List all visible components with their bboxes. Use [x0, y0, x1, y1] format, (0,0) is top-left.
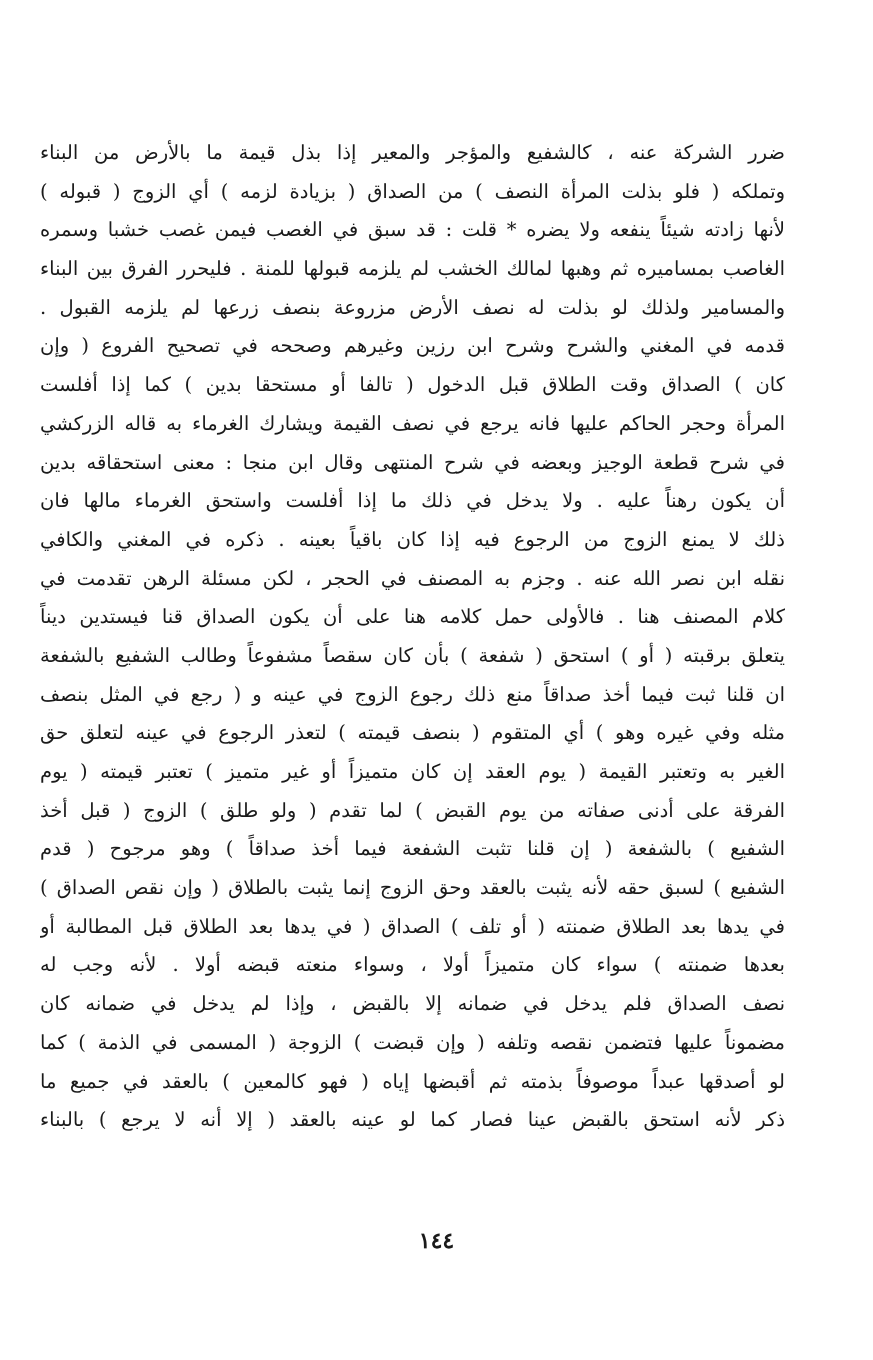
- text-line-9: في شرح قطعة الوجيز وبعضه في شرح المنتهى وقال ابن منجا : معنى استحقاقه بدين: [40, 450, 785, 474]
- text-line-24: مضموناً عليها فتضمن نقصه وتلفه ( وإن قبضت ) الزوجة ( المسمى في الذمة ) كما: [40, 1030, 785, 1054]
- text-line-2: وتملكه ( فلو بذلت المرأة النصف ) من الصداق ( بزيادة لزمه ) أي الزوج ( قبوله ): [40, 179, 785, 203]
- text-line-10: أن يكون رهناً عليه . ولا يدخل في ذلك ما إذا أفلست واستحق الغرماء مالها فان: [40, 489, 785, 513]
- page-text-body: [40, 134, 785, 1140]
- text-line-18: الفرقة على أدنى صفاته من يوم القبض ) لما تقدم ( ولو طلق ) الزوج ( قبل أخذ: [40, 798, 785, 822]
- text-line-20: الشفيع ) لسبق حقه لأنه يثبت بالعقد وحق الزوج إنما يثبت بالطلاق ( وإن نقص الصداق ): [40, 876, 785, 900]
- text-line-17: الغير به وتعتبر القيمة ( يوم العقد إن كان متميزاً أو غير متميز ) تعتبر قيمته ( يوم: [40, 760, 785, 783]
- text-line-13: كلام المصنف هنا . فالأولى حمل كلامه هنا على أن يكون الصداق قنا فيستدين ديناً: [40, 605, 785, 629]
- page-number: ١٤٤: [418, 1228, 455, 1254]
- text-line-12: نقله ابن نصر الله عنه . وجزم به المصنف في الحجر ، لكن مسئلة الرهن تقدمت في: [40, 566, 785, 590]
- text-line-6: قدمه في المغني والشرح وشرح ابن رزين وغيرهم وصححه في تصحيح الفروع ( وإن: [40, 334, 785, 358]
- text-line-14: يتعلق برقبته ( أو ) استحق ( شفعة ) بأن كان سقصاً مشفوعاً وطالب الشفيع بالشفعة: [40, 643, 785, 667]
- text-line-26: ذكر لأنه استحق بالقبض عينا فصار كما لو عينه بالعقد ( إلا أنه لا يرجع ) بالبناء: [40, 1108, 785, 1132]
- text-line-4: الغاصب بمساميره ثم وهبها لمالك الخشب لم يلزمه قبولها للمنة . فليحرر الفرق بين البناء: [40, 257, 785, 281]
- text-line-15: ان قلنا ثبت فيما أخذ صداقاً منع ذلك رجوع الزوج في عينه و ( رجع في المثل بنصف: [40, 682, 785, 706]
- text-line-1: ضرر الشركة عنه ، كالشفيع والمؤجر والمعير إذا بذل قيمة ما بالأرض من البناء: [40, 141, 785, 164]
- text-line-21: في يدها بعد الطلاق ضمنته ( أو تلف ) الصداق ( في يدها بعد الطلاق قبل المطالبة أو: [40, 914, 785, 938]
- text-line-3: لأنها زادته شيئاً ينفعه ولا يضره * قلت : قد سبق في الغصب فيمن غصب خشبا وسمره: [40, 218, 785, 242]
- text-line-16: مثله وفي غيره وهو ) أي المتقوم ( بنصف قيمته ) لتعذر الرجوع في عينه لتعلق حق: [40, 721, 785, 745]
- text-line-8: المرأة وحجر الحاكم عليها فانه يرجع في نصف القيمة ويشارك الغرماء به قاله الزركشي: [40, 411, 785, 435]
- text-line-19: الشفيع ) بالشفعة ( إن قلنا تثبت الشفعة فيما أخذ صداقاً ) وهو مرجوح ( قدم: [40, 837, 785, 861]
- text-line-22: بعدها ضمنته ) سواء كان متميزاً أولا ، وسواء منعته قبضه أولا . لأنه وجب له: [40, 953, 785, 977]
- text-line-5: والمسامير ولذلك لو بذلت له نصف الأرض مزروعة بنصف زرعها لم يلزمه القبول .: [40, 295, 785, 319]
- text-line-25: لو أصدقها عبداً موصوفاً بذمته ثم أقبضها إياه ( فهو كالمعين ) بالعقد في جميع ما: [40, 1069, 785, 1093]
- text-line-23: نصف الصداق فلم يدخل في ضمانه إلا بالقبض ، وإذا لم يدخل في ضمانه كان: [40, 992, 785, 1016]
- text-line-11: ذلك لا يمنع الزوج من الرجوع فيه إذا كان باقياً بعينه . ذكره في المغني والكافي: [40, 527, 785, 551]
- text-line-7: كان ) الصداق وقت الطلاق قبل الدخول ( تالفا أو مستحقا بدين ) كما إذا أفلست: [40, 373, 785, 397]
